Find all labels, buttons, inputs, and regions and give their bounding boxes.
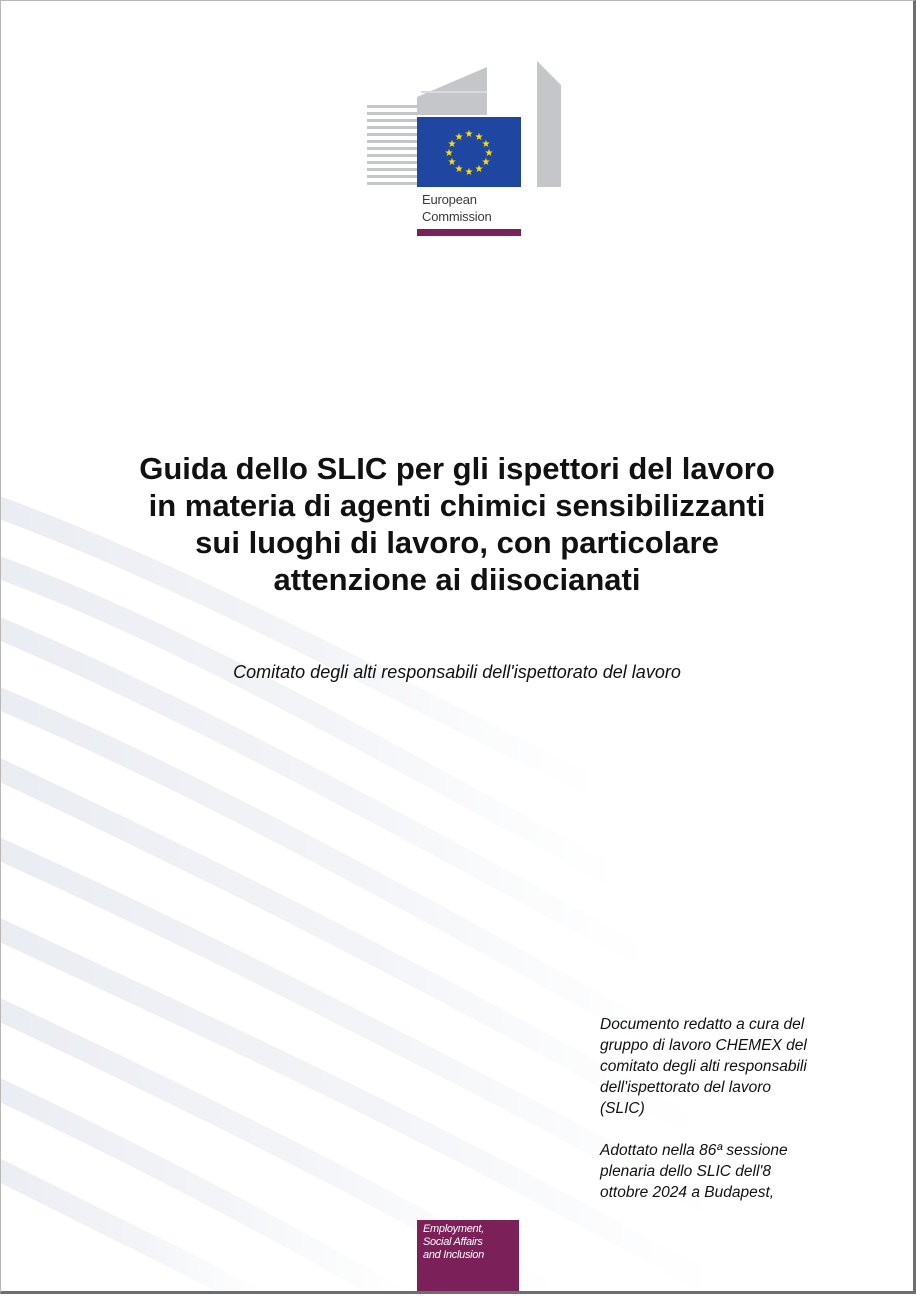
- svg-text:★: ★: [474, 132, 484, 143]
- svg-text:★: ★: [464, 167, 474, 178]
- svg-text:★: ★: [481, 139, 491, 150]
- document-subtitle: Comitato degli alti responsabili dell'ispettorato del lavoro: [233, 662, 681, 682]
- document-info-note: [600, 1014, 890, 1203]
- note-line: gruppo di lavoro CHEMEX del: [600, 1037, 807, 1054]
- note-line: (SLIC): [600, 1100, 645, 1117]
- logo-wordmark: [422, 191, 492, 225]
- note-line: ottobre 2024 a Budapest,: [600, 1184, 775, 1201]
- note-line: dell'ispettorato del lavoro: [600, 1079, 771, 1096]
- svg-text:★: ★: [447, 157, 457, 168]
- title-line: sui luoghi di lavoro, con particolare: [195, 525, 719, 560]
- note-line: comitato degli alti responsabili: [600, 1058, 807, 1075]
- svg-text:★: ★: [454, 164, 464, 175]
- building-right-icon: [537, 61, 561, 187]
- svg-text:★: ★: [474, 164, 484, 175]
- note-line: Documento redatto a cura del: [600, 1016, 805, 1033]
- document-title: [41, 450, 873, 598]
- svg-text:★: ★: [481, 157, 491, 168]
- note-line: Adottato nella 86ª sessione: [600, 1142, 788, 1159]
- note-line: plenaria dello SLIC dell'8: [600, 1163, 771, 1180]
- svg-text:★: ★: [464, 129, 474, 140]
- logo-line-1: European: [422, 192, 477, 207]
- svg-text:★: ★: [454, 132, 464, 143]
- svg-text:★: ★: [447, 139, 457, 150]
- logo-purple-band: [417, 229, 521, 236]
- dg-label-line: and Inclusion: [423, 1249, 484, 1261]
- dg-employment-label: [417, 1220, 519, 1292]
- title-line: attenzione ai diisocianati: [273, 562, 641, 597]
- dg-label-line: Employment,: [423, 1223, 484, 1235]
- note-spacer: [600, 1119, 890, 1140]
- dg-label-line: Social Affairs: [423, 1236, 483, 1248]
- title-line: in materia di agenti chimici sensibilizzanti: [148, 488, 766, 523]
- svg-text:★: ★: [444, 148, 454, 159]
- logo-line-2: Commission: [422, 209, 492, 224]
- svg-text:★: ★: [484, 148, 494, 159]
- title-line: Guida dello SLIC per gli ispettori del lavoro: [139, 451, 775, 486]
